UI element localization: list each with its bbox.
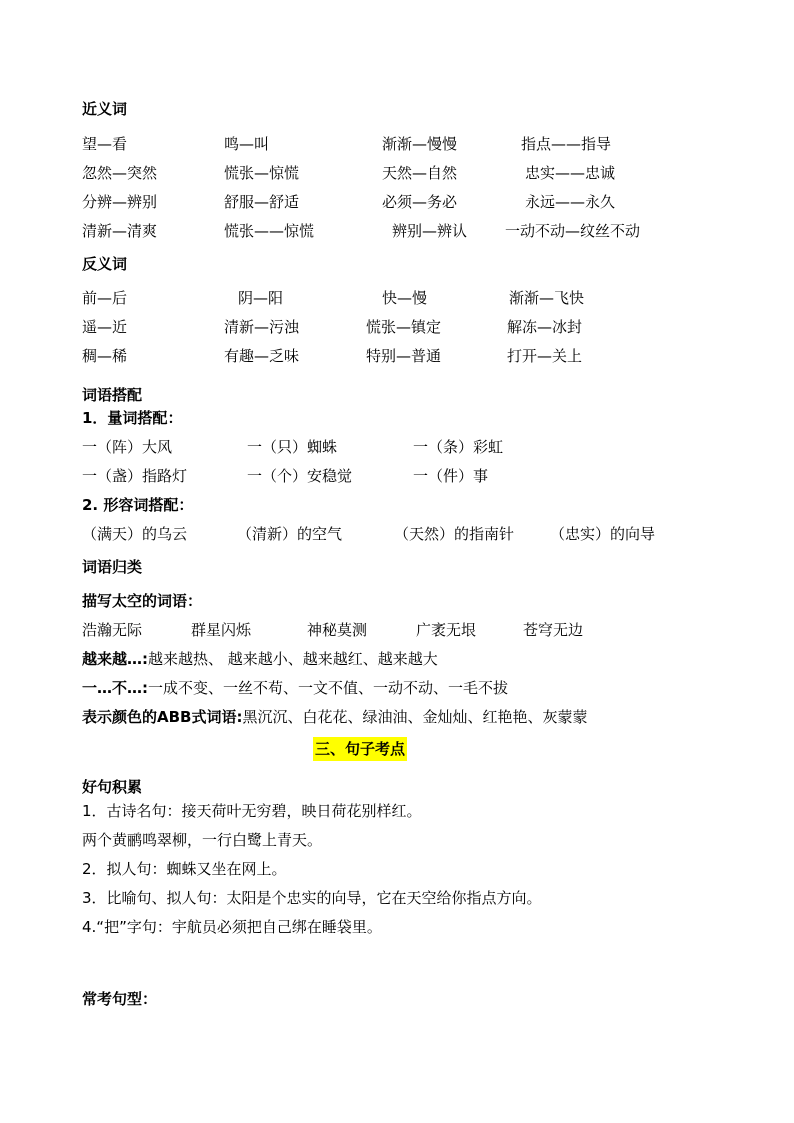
antonym-pair: 打开—关上 — [507, 347, 583, 365]
antonym-pair: 稠—稀 — [82, 347, 128, 365]
synonym-pair: 分辨—辨别 — [82, 193, 158, 211]
measure-phrase: 一（条）彩虹 — [413, 438, 504, 456]
yi-bu-line — [82, 681, 508, 696]
synonym-pair: 忽然—突然 — [82, 164, 158, 182]
yue-lai-yue-text: 越来越热、 越来越小、越来越红、越来越大 — [148, 650, 438, 668]
measure-phrase: 一（个）安稳觉 — [247, 467, 353, 485]
antonym-pair: 慌张—镇定 — [366, 318, 442, 336]
collocation-heading: 词语搭配 — [82, 386, 143, 404]
measure-phrase: 一（阵）大风 — [82, 438, 173, 456]
synonym-pair: 忠实——忠诚 — [525, 164, 616, 182]
abb-text: 黑沉沉、白花花、绿油油、金灿灿、红艳艳、灰蒙蒙 — [242, 708, 588, 726]
synonym-pair: 天然—自然 — [382, 164, 458, 182]
classification-heading: 词语归类 — [82, 558, 143, 576]
space-word: 浩瀚无际 — [82, 621, 143, 639]
synonym-pair: 慌张—惊慌 — [224, 164, 300, 182]
antonym-pair: 清新—污浊 — [224, 318, 300, 336]
good-sentences-heading: 好句积累 — [82, 778, 143, 796]
antonyms-heading: 反义词 — [82, 255, 128, 273]
synonym-pair: 清新—清爽 — [82, 222, 158, 240]
abb-line — [82, 710, 588, 725]
sentence-line: 4.“把”字句：宇航员必须把自己绑在睡袋里。 — [82, 918, 382, 936]
measure-phrase: 一（盏）指路灯 — [82, 467, 188, 485]
yi-bu-label: 一…不…: — [82, 679, 148, 697]
antonym-pair: 快—慢 — [382, 289, 428, 307]
yue-lai-yue-label: 越来越…: — [82, 650, 148, 668]
adjective-subheading: 2. 形容词搭配： — [82, 496, 194, 514]
adjective-phrase: （天然）的指南针 — [394, 525, 515, 543]
common-patterns-heading: 常考句型： — [82, 990, 158, 1008]
synonym-pair: 慌张——惊慌 — [224, 222, 315, 240]
sentence-line: 两个黄鹂鸣翠柳，一行白鹭上青天。 — [82, 831, 323, 849]
sentence-line: 3．比喻句、拟人句：太阳是个忠实的向导，它在天空给你指点方向。 — [82, 889, 542, 907]
space-word: 苍穹无边 — [523, 621, 584, 639]
space-word: 神秘莫测 — [307, 621, 368, 639]
antonym-pair: 遥—近 — [82, 318, 128, 336]
adjective-phrase: （忠实）的向导 — [550, 525, 656, 543]
synonym-pair: 鸣—叫 — [224, 135, 270, 153]
synonym-pair: 辨别—辨认 — [392, 222, 468, 240]
antonym-pair: 解冻—冰封 — [507, 318, 583, 336]
synonym-pair: 指点——指导 — [521, 135, 612, 153]
abb-label: 表示颜色的ABB式词语: — [82, 708, 243, 726]
adjective-phrase: （清新）的空气 — [237, 525, 343, 543]
measure-word-subheading: 1．量词搭配： — [82, 409, 183, 427]
synonym-pair: 渐渐—慢慢 — [382, 135, 458, 153]
space-word: 广袤无垠 — [416, 621, 477, 639]
antonym-pair: 特别—普通 — [366, 347, 442, 365]
synonyms-heading: 近义词 — [82, 100, 128, 118]
section-title-highlight: 三、句子考点 — [313, 737, 407, 761]
synonym-pair: 舒服—舒适 — [224, 193, 300, 211]
sentence-line: 1．古诗名句：接天荷叶无穷碧，映日荷花别样红。 — [82, 802, 422, 820]
measure-phrase: 一（件）事 — [413, 467, 489, 485]
antonym-pair: 渐渐—飞快 — [509, 289, 585, 307]
synonym-pair: 永远——永久 — [525, 193, 616, 211]
yi-bu-text: 一成不变、一丝不苟、一文不值、一动不动、一毛不拔 — [148, 679, 509, 697]
antonym-pair: 阴—阳 — [238, 289, 284, 307]
antonym-pair: 有趣—乏味 — [224, 347, 300, 365]
section-title-sentences — [313, 741, 407, 757]
antonym-pair: 前—后 — [82, 289, 128, 307]
sentence-line: 2．拟人句：蜘蛛又坐在网上。 — [82, 860, 287, 878]
synonym-pair: 必须—务必 — [382, 193, 458, 211]
space-words-label: 描写太空的词语： — [82, 592, 203, 610]
synonym-pair: 望—看 — [82, 135, 128, 153]
synonym-pair: 一动不动—纹丝不动 — [505, 222, 641, 240]
yue-lai-yue-line — [82, 652, 438, 667]
measure-phrase: 一（只）蜘蛛 — [247, 438, 338, 456]
adjective-phrase: （满天）的乌云 — [82, 525, 188, 543]
space-word: 群星闪烁 — [191, 621, 252, 639]
